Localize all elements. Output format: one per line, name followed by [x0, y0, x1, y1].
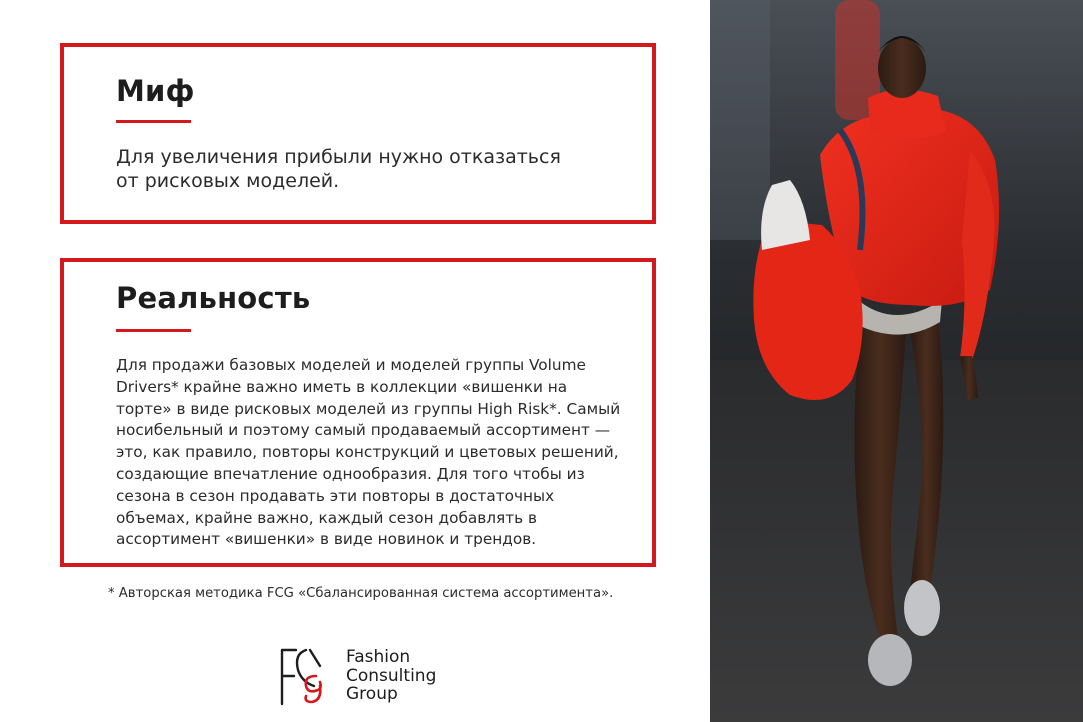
reality-card: [60, 258, 656, 567]
runway-model-photo: [710, 0, 1083, 722]
reality-text-line: это, как правило, повторы конструкций и цветовых решений,: [116, 443, 619, 462]
logo-line: Fashion: [346, 647, 411, 667]
logo-line: Consulting: [346, 665, 437, 686]
myth-title-underline: [116, 120, 191, 123]
myth-text-line: от рисковых моделей.: [116, 170, 340, 192]
fcg-monogram-icon: [276, 646, 338, 706]
fcg-logo: [276, 646, 476, 706]
runway-photo-illustration: [710, 0, 1083, 722]
reality-text-line: торте» в виде рисковых моделей из группы High Risk*. Самый: [116, 399, 621, 418]
reality-text: [116, 355, 646, 551]
myth-card: [60, 43, 656, 224]
reality-text-line: Drivers* крайне важно иметь в коллекции «вишенки на: [116, 377, 568, 396]
myth-text-line: Для увеличения прибыли нужно отказаться: [116, 146, 561, 168]
reality-title: Реальность: [116, 281, 311, 315]
myth-text: [116, 145, 616, 193]
reality-text-line: объемах, крайне важно, каждый сезон добавлять в: [116, 508, 538, 527]
reality-text-line: ассортимент «вишенки» в виде новинок и трендов.: [116, 530, 537, 549]
reality-text-line: Для продажи базовых моделей и моделей группы Volume: [116, 356, 586, 374]
myth-title: Миф: [116, 74, 195, 108]
logo-line: Group: [346, 684, 398, 704]
reality-text-line: сезона в сезон продавать эти повторы в достаточных: [116, 486, 555, 505]
fcg-logo-text: [346, 648, 436, 704]
reality-text-line: создающие впечатление однообразия. Для того чтобы из: [116, 464, 585, 483]
reality-text-line: носибельный и поэтому самый продаваемый ассортимент —: [116, 421, 611, 440]
reality-title-underline: [116, 329, 191, 332]
footnote: * Авторская методика FCG «Сбалансированная система ассортимента».: [108, 586, 614, 601]
